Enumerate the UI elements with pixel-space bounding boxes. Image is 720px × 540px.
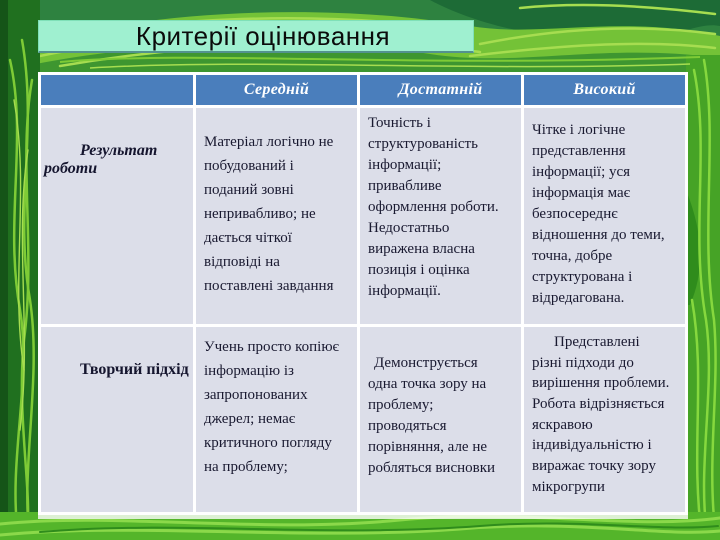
cell-tvorchyi-vysokyi: Представлені різні підходи до вирішення проблеми. Робота відрізняється яскравою індивідуальністю і виражає точку зору мікрогрупи [524, 327, 685, 512]
header-serednii: Середній [196, 75, 357, 105]
row-label-rezultat-roboty: Результат роботи [41, 108, 193, 324]
cell-rezultat-serednii: Матеріал логічно не побудований і поданий зовні непривабливо; не дається чіткої відповіді на поставлені завдання [196, 108, 357, 324]
cell-rezultat-vysokyi: Чітке і логічне представлення інформації; уся інформація має безпосереднє відношення до теми, точна, добре структурована і відредагована. [524, 108, 685, 324]
evaluation-table [38, 72, 688, 515]
cell-tvorchyi-serednii: Учень просто копіює інформацію із запропонованих джерел; немає критичного погляду на проблему; [196, 327, 357, 512]
cell-rezultat-dostatnii: Точність і структурованість інформації; привабливе оформлення роботи. Недостатньо виражена власна позиція і оцінка інформації. [360, 108, 521, 324]
slide-title: Критерії оцінювання [135, 20, 391, 51]
header-corner-cell [41, 75, 193, 105]
header-dostatnii: Достатній [360, 75, 521, 105]
header-vysokyi: Високий [524, 75, 685, 105]
row-label-tvorchyi-pidkhid: Творчий підхід [41, 327, 193, 512]
cell-tvorchyi-dostatnii: Демонструється одна точка зору на проблему; проводяться порівняння, але не робляться висновки [360, 327, 521, 512]
slide-title-bar [38, 20, 474, 53]
